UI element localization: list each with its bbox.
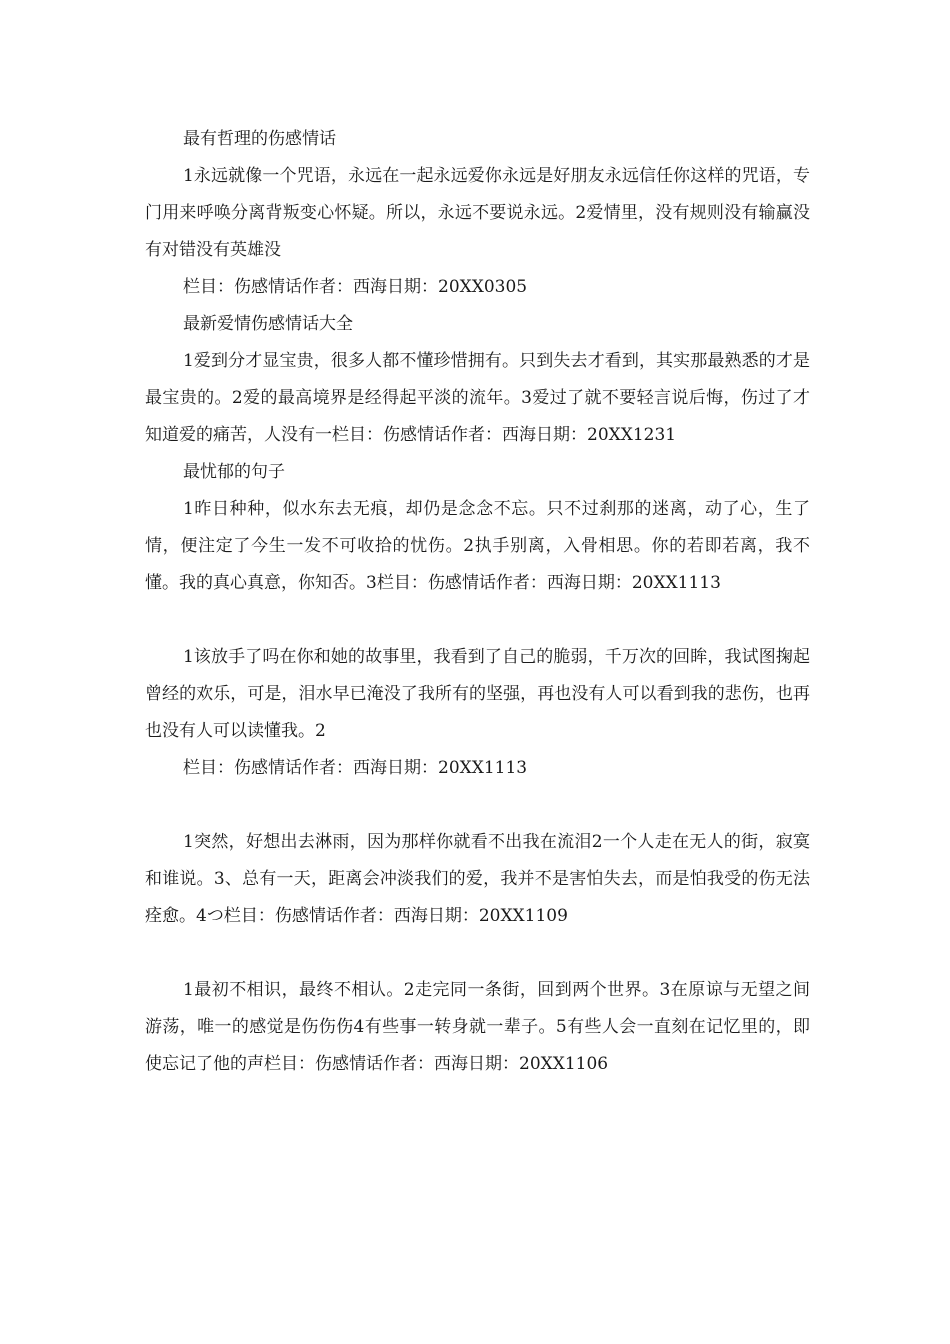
- article-title-3: 最忧郁的句子: [183, 462, 285, 482]
- article-excerpt-6: 1最初不相识，最终不相认。2走完同一条街，回到两个世界。3在原谅与无望之间游荡，唯一的感觉是伤伤伤4有些事一转身就一辈子。5有些人会一直刻在记忆里的，即使忘记了他的声栏目：伤感情话作者：西海日期：20XX1106: [145, 980, 810, 1074]
- document-content: [145, 121, 810, 1083]
- paragraph-gap: [145, 787, 810, 824]
- article-title-2: 最新爱情伤感情话大全: [183, 314, 353, 334]
- article-excerpt-1: 1永远就像一个咒语，永远在一起永远爱你永远是好朋友永远信任你这样的咒语，专门用来呼唤分离背叛变心怀疑。所以，永远不要说永远。2爱情里，没有规则没有输赢没有对错没有英雄没: [145, 166, 810, 260]
- article-excerpt-3: 1昨日种种，似水东去无痕，却仍是念念不忘。只不过刹那的迷离，动了心，生了情，便注定了今生一发不可收拾的忧伤。2执手别离，入骨相思。你的若即若离，我不懂。我的真心真意，你知否。3栏目：伤感情话作者：西海日期：20XX1113: [145, 499, 810, 593]
- paragraph-gap: [145, 935, 810, 972]
- article-meta-4: 栏目：伤感情话作者：西海日期：20XX1113: [183, 758, 528, 778]
- article-excerpt-2: 1爱到分才显宝贵，很多人都不懂珍惜拥有。只到失去才看到，其实那最熟悉的才是最宝贵的。2爱的最高境界是经得起平淡的流年。3爱过了就不要轻言说后悔，伤过了才知道爱的痛苦，人没有一栏目：伤感情话作者：西海日期：20XX1231: [145, 351, 810, 445]
- article-excerpt-5: 1突然，好想出去淋雨，因为那样你就看不出我在流泪2一个人走在无人的街，寂寞和谁说。3、总有一天，距离会冲淡我们的爱，我并不是害怕失去，而是怕我受的伤无法痊愈。4つ栏目：伤感情话作者：西海日期：20XX1109: [145, 832, 810, 926]
- paragraph-gap: [145, 602, 810, 639]
- article-title-1: 最有哲理的伤感情话: [183, 129, 336, 149]
- article-meta-1: 栏目：伤感情话作者：西海日期：20XX0305: [183, 277, 528, 297]
- article-excerpt-4: 1该放手了吗在你和她的故事里，我看到了自己的脆弱，千万次的回眸，我试图掬起曾经的欢乐，可是，泪水早已淹没了我所有的坚强，再也没有人可以看到我的悲伤，也再也没有人可以读懂我。2: [145, 647, 810, 741]
